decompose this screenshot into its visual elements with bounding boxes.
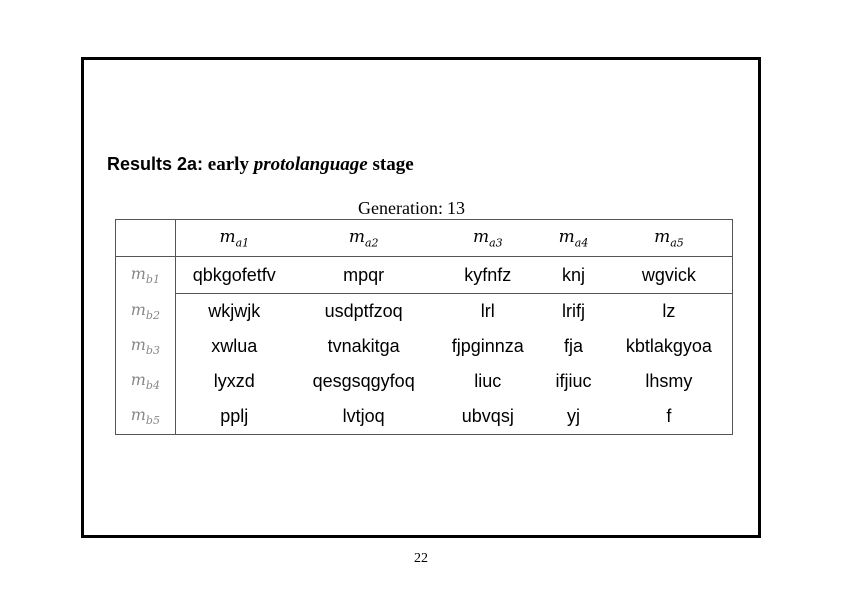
results-table: [115, 219, 733, 435]
title-prefix: Results 2a:: [107, 154, 204, 174]
row-header-b4: $m_{b4}$: [116, 364, 176, 399]
table-cell: wkjwjk: [208, 301, 261, 321]
table-row: [116, 329, 733, 364]
row-header-b1: $m_{b1}$: [116, 257, 176, 294]
column-header-a5: $m_{a5}$: [606, 220, 733, 257]
table-cell: mpqr: [293, 257, 435, 294]
table-cell: qbkgofetfv: [175, 257, 293, 294]
title-word-early: early: [207, 154, 249, 175]
table-cell: qesgsqgyfoq: [312, 371, 415, 391]
table-row: [116, 257, 733, 294]
generation-label: Generation:: [358, 198, 443, 218]
title-word-stage: stage: [372, 154, 414, 175]
column-header-a2: $m_{a2}$: [293, 220, 435, 257]
table-cell: fja: [563, 336, 583, 356]
table-cell: f: [666, 406, 672, 426]
row-header-b5: $m_{b5}$: [116, 399, 176, 435]
slide-title: [107, 155, 414, 174]
table-row: [116, 294, 733, 330]
table-cell: yj: [566, 406, 580, 426]
title-word-protolanguage: protolanguage: [253, 154, 368, 175]
table-cell: liuc: [474, 371, 502, 391]
table-cell: lyxzd: [213, 371, 255, 391]
table-cell: ubvqsj: [461, 406, 514, 426]
table-cell: kbtlakgyoa: [625, 336, 712, 356]
table-cell: usdptfzoq: [324, 301, 403, 321]
table-row: [116, 364, 733, 399]
table-cell: xwlua: [211, 336, 258, 356]
table-cell: lhsmy: [645, 371, 693, 391]
table-cell: tvnakitga: [327, 336, 400, 356]
table-cell: lvtjoq: [342, 406, 385, 426]
corner-cell: [116, 220, 176, 257]
table-cell: fjpginnza: [451, 336, 524, 356]
table-cell: knj: [541, 257, 606, 294]
table-cell: kyfnfz: [434, 257, 541, 294]
column-header-a1: $m_{a1}$: [175, 220, 293, 257]
table-cell: wgvick: [606, 257, 733, 294]
table-cell: lrl: [480, 301, 495, 321]
table-cell: lrifj: [561, 301, 585, 321]
table-cell: ifjiuc: [555, 371, 592, 391]
row-header-b2: $m_{b2}$: [116, 294, 176, 330]
column-header-a3: $m_{a3}$: [434, 220, 541, 257]
table-row: [116, 399, 733, 435]
column-header-a4: $m_{a4}$: [541, 220, 606, 257]
generation-caption: [358, 199, 465, 217]
table-cell: pplj: [220, 406, 249, 426]
header-row: [116, 220, 733, 257]
row-header-b3: $m_{b3}$: [116, 329, 176, 364]
generation-value: 13: [446, 198, 465, 218]
page-number: 22: [414, 551, 428, 566]
table-cell: lz: [662, 301, 676, 321]
